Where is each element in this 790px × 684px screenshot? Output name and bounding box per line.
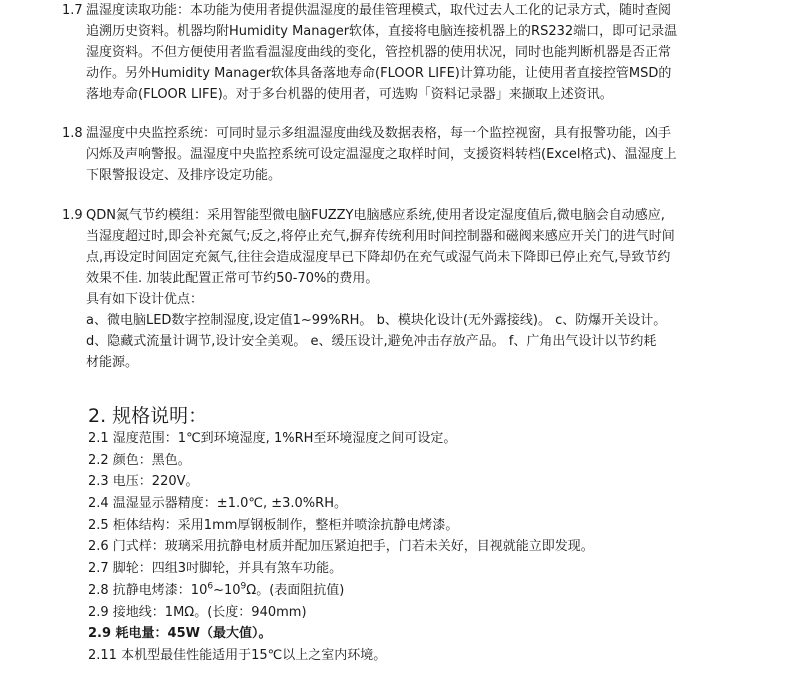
- spec-item: 2.1 湿度范围：1℃到环境湿度, 1%RH至环境湿度之间可设定。: [88, 431, 457, 446]
- spec-item: 2.4 温湿显示器精度：±1.0℃, ±3.0%RH。: [88, 496, 347, 512]
- feature-item-1-8: [62, 123, 717, 186]
- design-advantages: [86, 289, 726, 373]
- spec-item: 2.11 本机型最佳性能适用于15℃以上之室内环境。: [88, 647, 387, 663]
- item-line: 下限警报设定、及排序设定功能。: [86, 168, 282, 183]
- item-line: 点,再设定时间固定充氮气,往往会造成湿度早已下降却仍在充气或湿气尚未下降即已停止充气,导致节约: [86, 250, 671, 265]
- feature-item-1-7: [62, 0, 717, 105]
- item-body: [86, 123, 717, 186]
- item-line: 追溯历史资料。机器均附Humidity Manager软体，直接将电脑连接机器上的RS232端口，即可记录温: [86, 24, 678, 39]
- spec-item-power: 2.9 耗电量：45W（最大值）。: [88, 626, 272, 642]
- spec-text: Ω。(表面阻抗值): [246, 582, 345, 598]
- item-line: 闪烁及声响警报。温湿度中央监控系统可设定温湿度之取样时间，支援资料转档(Excel格式)、温湿度上: [86, 147, 677, 162]
- advantages-line: d、隐藏式流量计调节,设计安全美观。 e、缓压设计,避免冲击存放产品。 f、广角出气设计以节约耗: [86, 334, 657, 349]
- advantages-line: a、微电脑LED数字控制湿度,设定值1~99%RH。 b、模块化设计(无外露接线)。 c、防爆开关设计。: [86, 313, 667, 328]
- feature-item-1-9: [62, 205, 717, 289]
- spec-item: 2.2 颜色：黑色。: [88, 452, 191, 468]
- item-line: 效果不佳. 加装此配置正常可节约50-70%的费用。: [86, 271, 379, 286]
- spec-text: ~10: [213, 582, 241, 598]
- item-line: 落地寿命(FLOOR LIFE)。对于多台机器的使用者，可选购「资料记录器」来撷取上述资讯。: [86, 87, 613, 102]
- item-line: 动作。另外Humidity Manager软体具备落地寿命(FLOOR LIFE)计算功能，让使用者直接控管MSD的: [86, 66, 672, 81]
- advantages-intro: 具有如下设计优点：: [86, 292, 204, 307]
- spec-item: 2.3 电压：220V。: [88, 474, 199, 490]
- spec-text: 2.8 抗静电烤漆：10: [88, 582, 208, 598]
- section-heading: 2. 规格说明：: [88, 405, 208, 427]
- item-number: 1.7: [62, 3, 83, 18]
- exponent: 6: [207, 581, 214, 592]
- spec-item: 2.5 柜体结构：采用1mm厚钢板制作，整柜并喷涂抗静电烤漆。: [88, 517, 459, 533]
- item-line: 温湿度中央监控系统：可同时显示多组温湿度曲线及数据表格，每一个监控视窗，具有报警功能，凶手: [86, 126, 672, 141]
- item-line: QDN氮气节约模组：采用智能型微电脑FUZZY电脑感应系统,使用者设定湿度值后,微电脑会自动感应,: [86, 208, 665, 223]
- spec-list: [88, 428, 594, 667]
- item-body: [86, 0, 717, 105]
- item-number: 1.8: [62, 126, 83, 141]
- item-line: 当湿度超过时,即会补充氮气;反之,将停止充气,摒弃传统利用时间控制器和磁阀来感应开关门的进气时间: [86, 229, 675, 244]
- item-number: 1.9: [62, 208, 83, 223]
- exponent: 9: [240, 581, 247, 592]
- item-body: [86, 205, 717, 289]
- advantages-line: 材能源。: [86, 355, 139, 370]
- item-line: 温湿度读取功能：本功能为使用者提供温湿度的最佳管理模式，取代过去人工化的记录方式，随时查阅: [86, 3, 672, 18]
- spec-item: 2.9 接地线：1MΩ。(长度：940mm): [88, 604, 307, 620]
- item-line: 湿度资料。不但方便使用者监看温湿度曲线的变化，管控机器的使用状况，同时也能判断机器是否正常: [86, 45, 672, 60]
- spec-item-resistance: [88, 580, 594, 602]
- spec-item: 2.7 脚轮：四组3吋脚轮，并具有煞车功能。: [88, 561, 343, 577]
- spec-item: 2.6 门式样：玻璃采用抗静电材质并配加压紧迫把手，门若未关好，目视就能立即发现。: [88, 539, 594, 555]
